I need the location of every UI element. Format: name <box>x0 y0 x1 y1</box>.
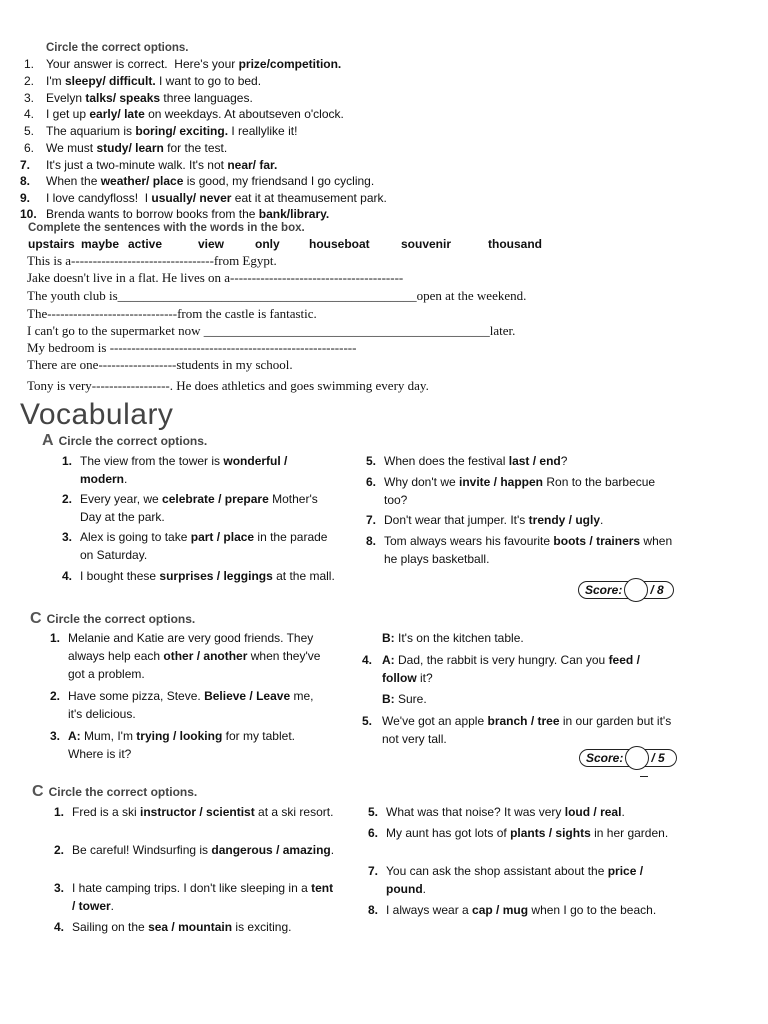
item-text <box>386 824 686 842</box>
item-choice: dangerous / amazing <box>211 843 331 857</box>
item-choice: study/ learn <box>96 141 164 155</box>
score-label: Score: <box>585 583 623 597</box>
item-text <box>72 918 339 936</box>
item-text-end: for the test. <box>163 141 228 155</box>
item-choice: B: <box>382 692 395 706</box>
item-number: 3. <box>54 881 65 895</box>
item-number: 4. <box>24 107 35 121</box>
item-text-part: in our garden but it's not very tall. <box>382 714 672 746</box>
item-text: The aquarium is <box>46 124 136 138</box>
item-choice: price / pound <box>386 864 644 896</box>
item-number: 6. <box>366 475 377 489</box>
divider-mark <box>640 776 648 777</box>
sentence: This is a---------------------------------from Egypt. <box>27 253 277 268</box>
item-text-end: I reallylike it! <box>228 124 298 138</box>
item-text-part: Why don't we <box>384 475 459 489</box>
section-c2-heading-text: Circle the correct options. <box>48 785 198 799</box>
part1-item <box>24 107 344 121</box>
sentence: There are one------------------students in my school. <box>27 357 293 372</box>
item-text-part: My aunt has got lots of <box>386 826 511 840</box>
item-choice: boots / trainers <box>553 534 641 548</box>
exercise-item <box>62 528 337 564</box>
exercise-item <box>368 824 686 842</box>
item-choice: loud / real <box>564 805 622 819</box>
exercise-item <box>62 490 337 526</box>
sentence: The youth club is______________________________________________open at the weekend. <box>27 288 527 303</box>
exercise-item <box>366 452 678 470</box>
item-number: 6. <box>368 826 379 840</box>
item-text <box>80 452 337 488</box>
exercise-item <box>54 841 339 859</box>
item-number: 2. <box>62 492 73 506</box>
sentence: My bedroom is --------------------------------------------------------- <box>27 340 357 355</box>
exercise-item <box>366 473 678 509</box>
section-a-heading <box>42 432 207 450</box>
score-total: / 8 <box>650 583 664 597</box>
item-text <box>80 490 337 526</box>
item-number: 1. <box>62 454 73 468</box>
item-text-part: Sailing on the <box>72 920 149 934</box>
exercise-item <box>368 862 686 898</box>
part1-item <box>20 207 329 221</box>
item-text-part: Sure. <box>394 692 427 706</box>
part1-item <box>20 158 277 172</box>
item-text-part: Dad, the rabbit is very hungry. Can you <box>394 653 609 667</box>
item-text-part: in the parade on Saturday. <box>80 530 328 562</box>
item-number: 2. <box>54 843 65 857</box>
item-number: 7. <box>368 864 379 878</box>
item-number: 3. <box>62 530 73 544</box>
part1-item <box>24 141 227 155</box>
item-text-part: ? <box>560 454 568 468</box>
part1-heading: Circle the correct options. <box>46 42 189 54</box>
item-text <box>386 803 686 821</box>
item-choice: usually/ never <box>151 191 232 205</box>
item-number: 8. <box>368 903 379 917</box>
item-choice: trying / looking <box>136 729 223 743</box>
part1-item <box>24 124 297 138</box>
item-choice: early/ late <box>89 107 145 121</box>
exercise-item <box>54 879 339 915</box>
item-text <box>384 452 678 470</box>
item-number: 1. <box>54 805 65 819</box>
exercise-item <box>62 452 337 488</box>
exercise-item <box>366 532 678 568</box>
exercise-item <box>50 629 325 683</box>
item-text <box>386 901 686 919</box>
item-choice: celebrate / prepare <box>162 492 269 506</box>
item-text <box>386 862 686 898</box>
item-text-end: on weekdays. At aboutseven o'clock. <box>144 107 344 121</box>
item-choice: near/ far. <box>227 158 278 172</box>
item-text-part: When does the festival <box>384 454 509 468</box>
item-choice: sleepy/ difficult. <box>64 74 156 88</box>
item-text <box>72 803 339 821</box>
item-text-part: it? <box>416 671 433 685</box>
item-text: Your answer is correct. Here's your <box>46 57 239 71</box>
part1-item <box>24 91 253 105</box>
item-text: We must <box>46 141 97 155</box>
item-text <box>80 567 337 585</box>
item-text-part: when they've got a problem. <box>68 649 321 681</box>
item-text-part: Ron to the barbecue too? <box>384 475 656 507</box>
exercise-item <box>50 687 325 723</box>
item-text-part: at the mall. <box>272 569 335 583</box>
exercise-item <box>62 567 337 585</box>
item-number: 4. <box>362 653 373 667</box>
item-choice: plants / sights <box>510 826 591 840</box>
exercise-item <box>382 629 524 647</box>
item-text-part: Mother's Day at the park. <box>80 492 318 524</box>
item-choice: Believe / Leave <box>204 689 291 703</box>
item-text <box>68 629 325 683</box>
item-text <box>384 511 678 529</box>
item-text-part: . <box>600 513 604 527</box>
vocabulary-title: Vocabulary <box>20 398 174 431</box>
item-text-part: Every year, we <box>80 492 163 506</box>
item-text: When the <box>46 174 101 188</box>
item-text-part: I hate camping trips. I don't like sleeping in a <box>72 881 312 895</box>
item-number: 6. <box>24 141 35 155</box>
item-choice: sea / mountain <box>148 920 233 934</box>
item-choice: B: <box>382 631 395 645</box>
item-text-part: Melanie and Katie are very good friends. They always help each <box>68 631 314 663</box>
item-choice: A: <box>68 729 81 743</box>
item-text <box>68 687 325 723</box>
item-choice: talks/ speaks <box>85 91 161 105</box>
item-choice: boring/ exciting. <box>135 124 229 138</box>
item-text-part: at a ski resort. <box>254 805 334 819</box>
item-choice: wonderful / modern <box>80 454 288 486</box>
word-box-word: thousand <box>488 237 542 251</box>
item-text <box>80 528 337 564</box>
item-number: 5. <box>368 805 379 819</box>
section-c2-letter: C <box>32 783 44 800</box>
item-text-part: when I go to the beach. <box>528 903 657 917</box>
item-text <box>68 727 325 763</box>
item-number: 7. <box>366 513 377 527</box>
score-label: Score: <box>586 751 624 765</box>
item-text-part: in her garden. <box>590 826 669 840</box>
section-c1-heading <box>30 610 195 628</box>
section-a-heading-text: Circle the correct options. <box>58 434 208 448</box>
item-choice: trendy / ugly <box>528 513 600 527</box>
item-text-part: It's on the kitchen table. <box>394 631 524 645</box>
item-number: 4. <box>62 569 73 583</box>
part2-heading: Complete the sentences with the words in the box. <box>28 222 305 234</box>
section-c1-heading-text: Circle the correct options. <box>46 612 196 626</box>
item-number: 3. <box>50 729 61 743</box>
score-box-a <box>578 581 674 599</box>
item-text <box>72 879 339 915</box>
item-text-part: Tom always wears his favourite <box>384 534 554 548</box>
item-number: 5. <box>24 124 35 138</box>
item-text-part: me, it's delicious. <box>68 689 314 721</box>
exercise-item <box>362 712 672 748</box>
item-text-part: . <box>124 472 128 486</box>
word-box-word: active <box>128 237 163 251</box>
part1-item <box>24 57 341 71</box>
item-text-part: Mum, I'm <box>80 729 137 743</box>
item-text-part: You can ask the shop assistant about the <box>386 864 608 878</box>
sentence: I can't go to the supermarket now ____________________________________________later. <box>27 323 516 338</box>
item-number: 4. <box>54 920 65 934</box>
exercise-item <box>362 651 672 687</box>
exercise-item <box>54 803 339 821</box>
item-text-part: What was that noise? It was very <box>386 805 565 819</box>
item-choice: weather/ place <box>100 174 184 188</box>
item-number: 3. <box>24 91 35 105</box>
score-box-c1 <box>579 749 677 767</box>
item-text: I'm <box>46 74 65 88</box>
part1-item <box>20 174 374 188</box>
item-text <box>382 690 692 708</box>
item-text-part: Alex is going to take <box>80 530 191 544</box>
item-choice: bank/library. <box>258 207 330 221</box>
item-text: I get up <box>46 107 90 121</box>
item-text-part: is exciting. <box>232 920 292 934</box>
item-number: 5. <box>366 454 377 468</box>
item-text-part: Fred is a ski <box>72 805 141 819</box>
item-number: 1. <box>50 631 61 645</box>
item-text-part: Don't wear that jumper. It's <box>384 513 529 527</box>
item-text <box>72 841 339 859</box>
exercise-item <box>382 690 692 708</box>
exercise-item <box>366 511 678 529</box>
exercise-item <box>54 918 339 936</box>
item-text-part: . <box>110 899 115 913</box>
item-text: Evelyn <box>46 91 86 105</box>
word-box-word: houseboat <box>309 237 370 251</box>
sentence: Tony is very------------------. He does athletics and goes swimming every day. <box>27 378 429 393</box>
exercise-item <box>50 727 325 763</box>
item-choice: prize/competition. <box>238 57 342 71</box>
item-text <box>384 532 678 568</box>
item-choice: surprises / leggings <box>159 569 273 583</box>
item-choice: A: <box>382 653 395 667</box>
item-choice: part / place <box>190 530 255 544</box>
item-choice: cap / mug <box>472 903 529 917</box>
item-number: 9. <box>20 191 31 205</box>
item-number: 1. <box>24 57 35 71</box>
item-text-part: We've got an apple <box>382 714 488 728</box>
item-text-part: . <box>330 843 335 857</box>
word-box-word: maybe <box>81 237 120 251</box>
item-choice: last / end <box>508 454 561 468</box>
item-choice: tent / tower <box>72 881 334 913</box>
score-total: / 5 <box>651 751 665 765</box>
item-text-part: . <box>422 882 426 896</box>
score-circle[interactable] <box>624 578 648 602</box>
item-text: I love candyfloss! I <box>46 191 152 205</box>
exercise-item <box>368 803 686 821</box>
item-text-end: three languages. <box>160 91 253 105</box>
item-text-part: I always wear a <box>386 903 473 917</box>
item-number: 10. <box>20 207 37 221</box>
item-text-part: Have some pizza, Steve. <box>68 689 205 703</box>
word-box-word: souvenir <box>401 237 452 251</box>
item-text-part: I bought these <box>80 569 160 583</box>
item-text-part: Be careful! Windsurfing is <box>72 843 212 857</box>
word-box-word: only <box>255 237 280 251</box>
exercise-item <box>368 901 686 919</box>
item-number: 8. <box>366 534 377 548</box>
word-box-word: upstairs <box>28 237 75 251</box>
part1-item <box>24 74 261 88</box>
item-text-part: . <box>621 805 625 819</box>
word-box-word: view <box>198 237 225 251</box>
item-text <box>384 473 678 509</box>
item-number: 7. <box>20 158 31 172</box>
item-text-end: is good, my friendsand I go cycling. <box>183 174 375 188</box>
section-c1-letter: C <box>30 610 42 627</box>
item-choice: feed / follow <box>382 653 640 685</box>
part1-item <box>20 191 387 205</box>
item-text <box>382 712 672 748</box>
section-c2-heading <box>32 783 197 801</box>
item-text-end: eat it at theamusement park. <box>231 191 387 205</box>
item-number: 8. <box>20 174 31 188</box>
item-choice: invite / happen <box>459 475 544 489</box>
item-number: 2. <box>50 689 61 703</box>
item-text <box>382 651 672 687</box>
item-text-part: when he plays basketball. <box>384 534 673 566</box>
section-a-letter: A <box>42 432 54 449</box>
item-choice: branch / tree <box>487 714 560 728</box>
item-number: 5. <box>362 714 373 728</box>
item-choice: instructor / scientist <box>140 805 255 819</box>
item-text: It's just a two-minute walk. It's not <box>46 158 228 172</box>
sentence: Jake doesn't live in a flat. He lives on a---------------------------------------- <box>27 270 404 285</box>
item-text-end: I want to go to bed. <box>155 74 262 88</box>
sentence: The------------------------------from the castle is fantastic. <box>27 306 317 321</box>
item-text: Brenda wants to borrow books from the <box>46 207 259 221</box>
score-circle[interactable] <box>625 746 649 770</box>
item-choice: other / another <box>163 649 248 663</box>
item-text-part: for my tablet. Where is it? <box>68 729 295 761</box>
item-text-part: The view from the tower is <box>80 454 224 468</box>
item-number: 2. <box>24 74 35 88</box>
